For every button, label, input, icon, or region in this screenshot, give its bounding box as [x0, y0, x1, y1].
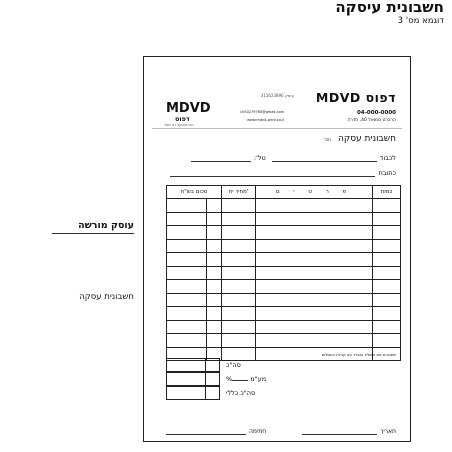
table-note: חשבונית מס תישלח בנפרד עם קבלת התשלום — [321, 352, 396, 357]
table-row — [167, 239, 401, 253]
cell-quantity[interactable] — [373, 253, 401, 267]
recipient-label: לכבוד — [379, 154, 396, 162]
cell-total-nis[interactable] — [167, 280, 207, 294]
header-items: פ ר ט י ם — [256, 186, 373, 199]
table-row — [167, 266, 401, 280]
subtotal-row — [166, 358, 241, 372]
table-row — [167, 226, 401, 240]
cell-quantity[interactable] — [373, 212, 401, 226]
grand-total-box[interactable] — [166, 386, 206, 400]
cell-total-agorot[interactable] — [207, 307, 222, 321]
header-quantity: כמות — [373, 186, 401, 199]
cell-quantity[interactable] — [373, 266, 401, 280]
cell-total-nis[interactable] — [167, 320, 207, 334]
cell-total-agorot[interactable] — [207, 212, 222, 226]
cell-quantity[interactable] — [373, 239, 401, 253]
document-title-row — [324, 134, 396, 144]
signature-input-line[interactable] — [166, 427, 246, 435]
header-total-nis: סכום בש"ח — [167, 186, 222, 199]
subtotal-box[interactable] — [166, 358, 206, 372]
grand-total-agorot-box[interactable] — [205, 386, 220, 400]
table-row — [167, 320, 401, 334]
cell-quantity[interactable] — [373, 293, 401, 307]
side-label-transaction-invoice[interactable]: חשבונית עסקה — [79, 292, 134, 302]
subtotal-label: סה"כ — [226, 361, 241, 369]
table-row — [167, 293, 401, 307]
cell-total-nis[interactable] — [167, 334, 207, 348]
cell-total-agorot[interactable] — [207, 239, 222, 253]
cell-total-nis[interactable] — [167, 199, 207, 213]
cell-description[interactable] — [256, 212, 373, 226]
cell-total-agorot[interactable] — [207, 320, 222, 334]
cell-description[interactable] — [256, 266, 373, 280]
header-unit-price: מחיר יח' — [222, 186, 256, 199]
cell-unit-price[interactable] — [222, 199, 256, 213]
vat-row — [166, 372, 266, 386]
cell-quantity[interactable] — [373, 320, 401, 334]
signature-label: חתימה — [249, 428, 267, 435]
grand-total-row — [166, 386, 255, 400]
document-title: חשבונית עסקה — [337, 134, 396, 144]
cell-description[interactable] — [256, 307, 373, 321]
cell-description[interactable] — [256, 293, 373, 307]
address-input-line[interactable] — [170, 169, 375, 177]
recipient-input-line[interactable] — [272, 154, 377, 162]
cell-total-agorot[interactable] — [207, 280, 222, 294]
page-subtitle: דוגמא מס' 3 — [397, 16, 444, 26]
cell-total-nis[interactable] — [167, 239, 207, 253]
table-row — [167, 253, 401, 267]
cell-description[interactable] — [256, 239, 373, 253]
cell-unit-price[interactable] — [222, 334, 256, 348]
address-field[interactable] — [170, 169, 396, 177]
date-input-line[interactable] — [302, 427, 377, 435]
cell-description[interactable] — [256, 280, 373, 294]
business-email: c050279760@gmail.com — [240, 110, 284, 114]
vat-agorot-box[interactable] — [205, 372, 220, 386]
cell-quantity[interactable] — [373, 280, 401, 294]
document-number-label: מס' — [323, 138, 332, 143]
cell-unit-price[interactable] — [222, 280, 256, 294]
items-table — [166, 185, 401, 361]
vat-label: מע"מ — [250, 375, 267, 383]
phone-input-line[interactable] — [191, 154, 251, 162]
date-label: תאריך — [380, 428, 396, 435]
cell-total-agorot[interactable] — [207, 266, 222, 280]
vat-rate-input-line[interactable] — [232, 375, 248, 381]
header-divider — [152, 128, 402, 129]
side-label-licensed-dealer[interactable]: עוסק מורשה — [52, 220, 134, 234]
cell-total-nis[interactable] — [167, 253, 207, 267]
logo-text: MDVD — [166, 101, 211, 116]
business-name: MDVD דפוס — [315, 90, 396, 105]
address-label: כתובת — [378, 169, 396, 177]
cell-unit-price[interactable] — [222, 320, 256, 334]
business-id: עוסק 311623896 — [260, 93, 294, 98]
cell-unit-price[interactable] — [222, 226, 256, 240]
table-row — [167, 307, 401, 321]
cell-total-agorot[interactable] — [207, 199, 222, 213]
cell-description[interactable] — [256, 320, 373, 334]
cell-description[interactable] — [256, 253, 373, 267]
vat-suffix: % — [226, 375, 233, 383]
cell-total-agorot[interactable] — [207, 334, 222, 348]
cell-total-agorot[interactable] — [207, 253, 222, 267]
cell-unit-price[interactable] — [222, 253, 256, 267]
cell-total-nis[interactable] — [167, 266, 207, 280]
cell-description[interactable] — [256, 334, 373, 348]
business-website: www.mdvd-print.co.il — [247, 118, 284, 122]
cell-unit-price[interactable] — [222, 266, 256, 280]
cell-total-nis[interactable] — [167, 212, 207, 226]
date-field[interactable] — [302, 427, 396, 435]
table-row — [167, 199, 401, 213]
cell-unit-price[interactable] — [222, 307, 256, 321]
phone-label: טל': — [253, 154, 266, 162]
table-row — [167, 280, 401, 294]
cell-unit-price[interactable] — [222, 293, 256, 307]
signature-field[interactable] — [166, 427, 266, 435]
cell-total-nis[interactable] — [167, 293, 207, 307]
business-address: הרברט סמואל 40, חדרה — [347, 118, 396, 123]
logo-subtext: דפוס — [175, 115, 190, 123]
subtotal-agorot-box[interactable] — [205, 358, 220, 372]
grand-total-label: סה"כ כללי — [226, 389, 256, 397]
vat-label-group — [226, 375, 266, 383]
cell-quantity[interactable] — [373, 307, 401, 321]
invoice-sheet — [143, 56, 411, 442]
cell-description[interactable] — [256, 199, 373, 213]
table-row — [167, 334, 401, 348]
cell-unit-price[interactable] — [222, 239, 256, 253]
cell-total-agorot[interactable] — [207, 226, 222, 240]
table-header-row — [167, 186, 401, 199]
cell-unit-price[interactable] — [222, 212, 256, 226]
vat-box[interactable] — [166, 372, 206, 386]
cell-total-agorot[interactable] — [207, 293, 222, 307]
business-phone: 04-000-0000 — [356, 110, 396, 116]
cell-quantity[interactable] — [373, 226, 401, 240]
cell-description[interactable] — [256, 226, 373, 240]
table-row — [167, 212, 401, 226]
logo-tagline: כמו אתמול רק מחר — [164, 123, 194, 127]
cell-total-nis[interactable] — [167, 226, 207, 240]
cell-quantity[interactable] — [373, 334, 401, 348]
page-title: חשבונית עיסקה — [335, 0, 444, 16]
cell-total-nis[interactable] — [167, 307, 207, 321]
cell-quantity[interactable] — [373, 199, 401, 213]
recipient-field[interactable] — [191, 154, 396, 162]
